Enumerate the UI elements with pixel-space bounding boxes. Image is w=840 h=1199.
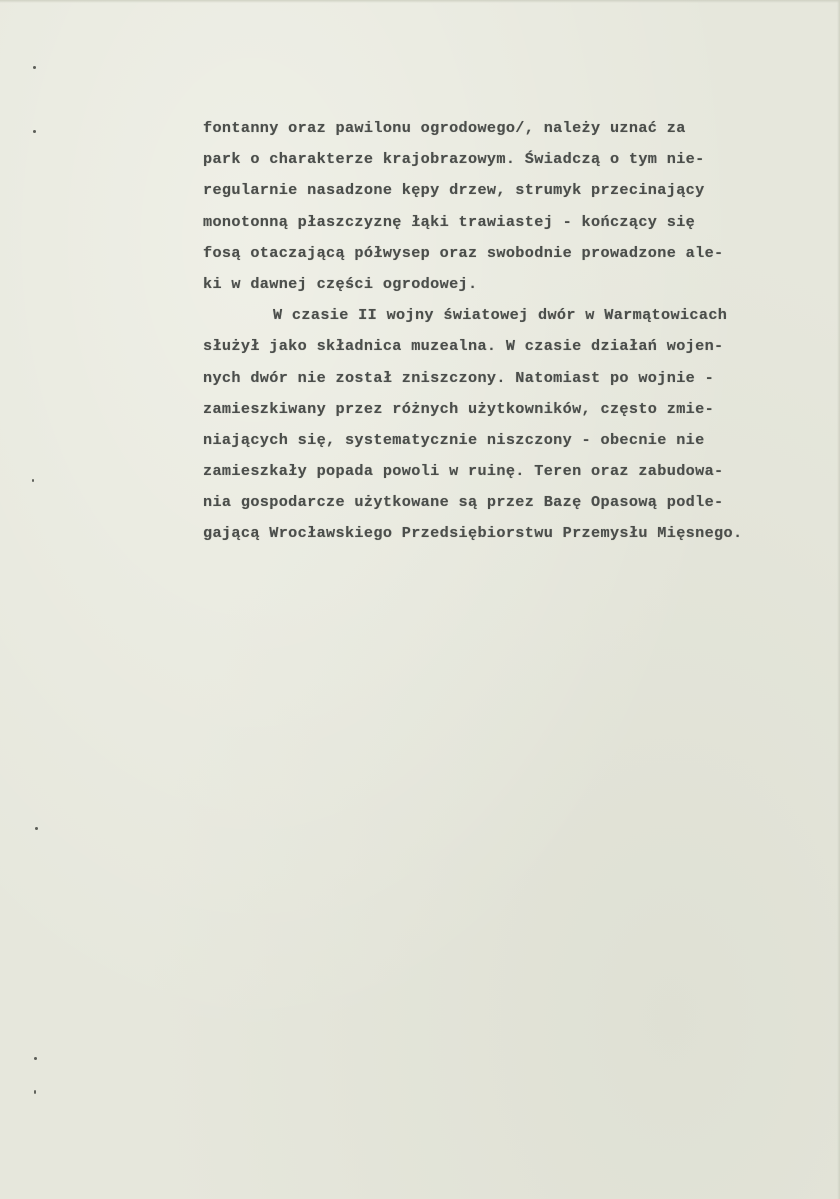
text-line: nia gospodarcze użytkowane są przez Bazę Opasową podle- — [203, 493, 724, 512]
text-line: monotonną płaszczyznę łąki trawiastej - kończący się — [203, 212, 696, 231]
scan-speck — [32, 479, 34, 482]
scan-speck — [34, 1090, 36, 1094]
scan-speck — [33, 130, 36, 133]
text-line: fontanny oraz pawilonu ogrodowego/, należy uznać za — [203, 119, 686, 137]
scan-speck — [35, 827, 38, 830]
page-top-edge — [0, 0, 840, 3]
text-line: fosą otaczającą półwysep oraz swobodnie prowadzone ale- — [203, 243, 724, 262]
text-line: ki w dawnej części ogrodowej. — [203, 274, 478, 293]
text-line: gającą Wrocławskiego Przedsiębiorstwu Przemysłu Mięsnego. — [203, 524, 743, 543]
text-line: nych dwór nie został zniszczony. Natomiast po wojnie - — [203, 368, 715, 387]
paragraph-first-line: W czasie II wojny światowej dwór w Warmątowicach — [273, 306, 728, 325]
text-line: służył jako składnica muzealna. W czasie działań wojen- — [203, 337, 724, 356]
text-line: niających się, systematycznie niszczony - obecnie nie — [203, 430, 705, 449]
text-line: zamieszkiwany przez różnych użytkowników, często zmie- — [203, 399, 715, 418]
text-line: park o charakterze krajobrazowym. Świadczą o tym nie- — [203, 150, 705, 169]
text-line: regularnie nasadzone kępy drzew, strumyk przecinający — [203, 181, 705, 200]
typewritten-text — [203, 113, 823, 550]
scan-speck — [33, 66, 36, 69]
text-line: zamieszkały popada powoli w ruinę. Teren oraz zabudowa- — [203, 462, 724, 481]
scan-speck — [34, 1057, 37, 1060]
